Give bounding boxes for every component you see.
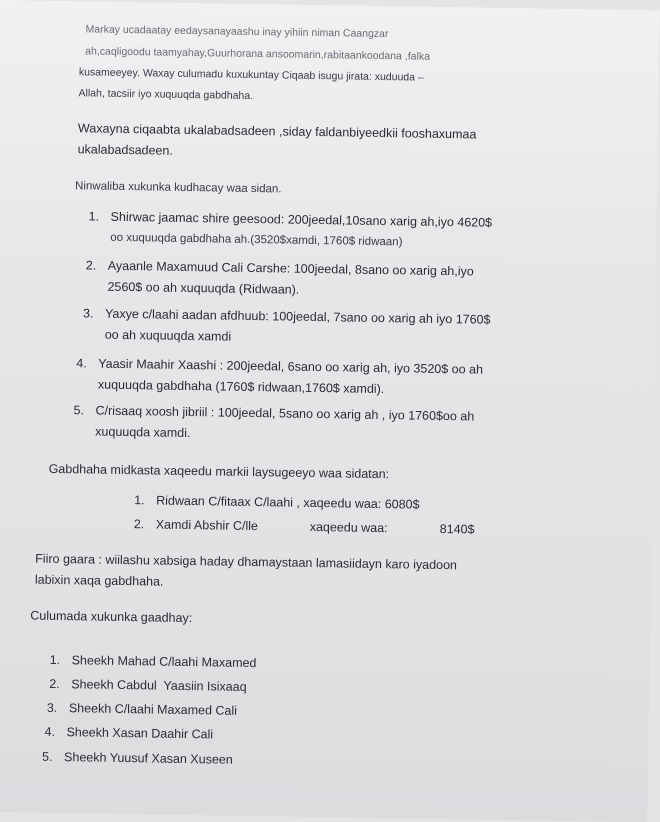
list-item: [47, 698, 237, 722]
scholar-name: Sheekh Cabdul Yaasiin Isixaaq: [71, 677, 247, 694]
intro-line: ah,caqligoodu taamyahay,Guurhorana ansoomarin,rabitaankoodana ,falka: [85, 45, 431, 63]
scholar-name: Sheekh C/laahi Maxamed Cali: [68, 701, 238, 718]
item-number: 1.: [49, 652, 61, 668]
scholar-name: Sheekh Yuusuf Xasan Xuseen: [64, 750, 233, 767]
item-text-continued: 2560$ oo ah xuquuqda (Ridwaan).: [107, 279, 300, 297]
item-text: C/risaaq xoosh jibriil : 100jeedal, 5sano oo xarig ah , iyo 1760$oo ah: [95, 403, 475, 424]
item-number: 3.: [46, 700, 58, 715]
item-number: 2.: [49, 676, 60, 692]
scholar-name: Sheekh Xasan Daahir Cali: [66, 725, 214, 742]
item-text: Yaxye c/laahi aadan afdhuub: 100jeedal, 7sano oo xarig ah iyo 1760$: [104, 306, 491, 327]
item-text-continued: oo ah xuquuqda xamdi: [104, 327, 232, 344]
item-text: Ayaanle Maxamuud Cali Carshe: 100jeedal, 8sano oo xarig ah,iyo: [107, 258, 474, 279]
note-line: Fiiro gaara : wiilashu xabsiga haday dhamaystaan lamasiidayn karo iyadoon: [35, 551, 458, 573]
paragraph-line: ukalabadsadeen.: [77, 142, 173, 158]
amount-label: xaqeedu waa:: [309, 519, 388, 536]
paragraph-line: Waxayna ciqaabta ukalabadsadeen ,siday faldanbiyeedkii fooshaxumaa: [77, 121, 477, 142]
list-item: [42, 747, 233, 771]
item-text: Yaasir Maahir Xaashi : 200jeedal, 6sano oo xarig ah, iyo 3520$ oo ah: [98, 356, 484, 377]
intro-line: Markay ucadaatay eedaysanayaashu inay yihiin niman Caangzar: [85, 23, 389, 41]
item-number: 1.: [88, 209, 100, 224]
amount-value: 6080$: [384, 497, 420, 512]
intro-line: kusameeyey. Waxay culumadu kuxukuntay Ciqaab isugu jirata: xuduuda –: [78, 66, 424, 84]
item-number: 5.: [73, 403, 85, 418]
amount-value: 8140$: [439, 521, 475, 537]
scholars-heading: Culumada xukunka gaadhay:: [30, 608, 193, 626]
list-item: [44, 722, 213, 746]
compensation-heading: Gabdhaha midkasta xaqeedu markii laysugeeyo waa sidatan:: [48, 461, 390, 482]
scholar-name: Sheekh Mahad C/laahi Maxamed: [71, 653, 257, 671]
recipient-name: Ridwaan C/fitaax C/laahi ,: [156, 493, 301, 510]
intro-line: Allah, tacsiir iyo xuquuqda gabdhaha.: [78, 87, 254, 102]
intro-paragraph: [0, 0, 660, 102]
item-number: 1.: [134, 493, 145, 508]
recipient-name: Xamdi Abshir C/lle: [155, 517, 259, 534]
item-text-continued: oo xuquuqda gabdhaha ah.(3520$xamdi, 1760$ ridwaan): [110, 231, 403, 249]
list-item: [49, 674, 247, 698]
note-line: labixin xaqa gabdhaha.: [34, 572, 164, 589]
item-number: 5.: [42, 749, 53, 764]
list-item: [49, 650, 256, 674]
item-number: 2.: [133, 517, 145, 532]
item-number: 3.: [82, 306, 94, 321]
item-text-continued: xuquuqda gabdhaha (1760$ ridwaan,1760$ xamdi).: [97, 377, 385, 397]
item-number: 4.: [76, 356, 87, 371]
amount-label: xaqeedu waa:: [303, 495, 382, 512]
sentence-heading: Ninwaliba xukunka kudhacay waa sidan.: [74, 180, 282, 196]
item-text-continued: xuquuqda xamdi.: [95, 424, 191, 441]
item-number: 4.: [44, 724, 56, 739]
item-text: Shirwac jaamac shire geesood: 200jeedal,10sano xarig ah,iyo 4620$: [110, 209, 493, 230]
item-number: 2.: [85, 258, 97, 273]
